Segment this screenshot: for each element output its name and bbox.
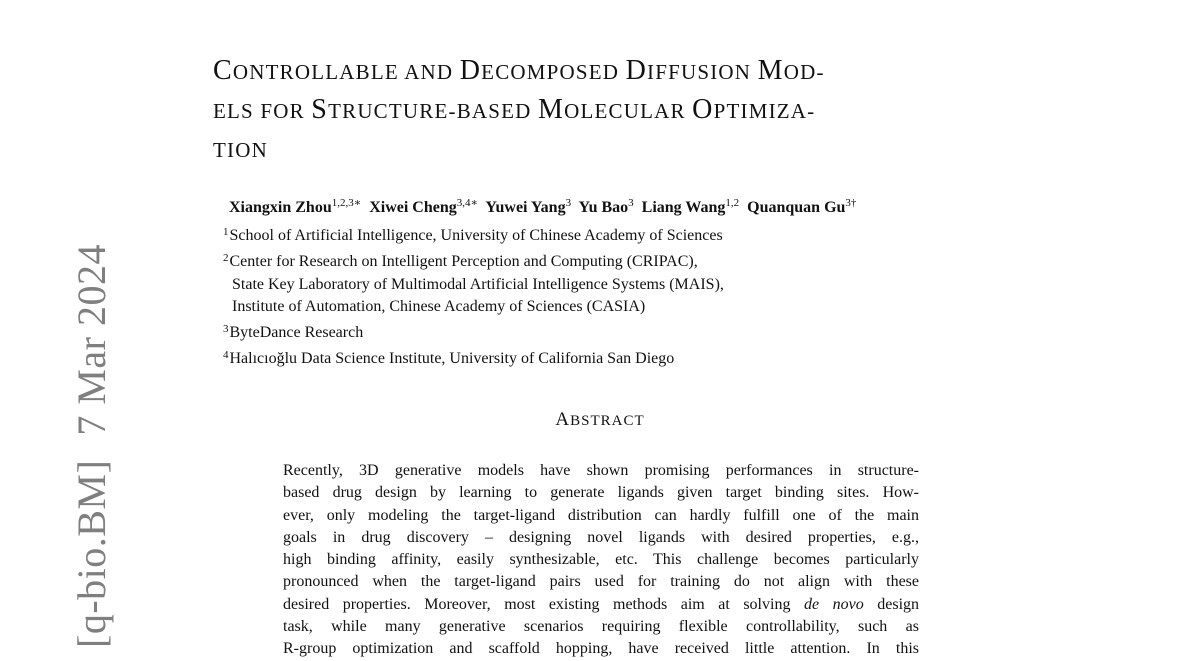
author: Quanquan $Gu^{3\dagger}$: [747, 197, 857, 216]
affiliation: $^1$School of Artificial Intelligence, University of Chinese Academy of Sciences: [223, 226, 723, 244]
arxiv-category: [q-bio.BM]: [69, 459, 114, 648]
abstract-line: R-group optimization and scaffold hopping, have received little attention. In this: [283, 640, 919, 658]
title-line-1: CONTROLLABLE AND DECOMPOSED DIFFUSION MOD-: [213, 55, 825, 86]
author: Yu Bao$^3$: [578, 197, 634, 216]
arxiv-date: 7 Mar 2024: [69, 244, 114, 436]
abstract-line: Recently, 3D generative models have shown promising performances in structure-: [283, 462, 919, 479]
abstract-line: based drug design by learning to generate ligands given target binding sites. How-: [283, 484, 919, 502]
author: Yuwei Yang$^3$: [485, 197, 572, 216]
abstract-line: desired properties. Moreover, most existing methods aim at solving de novo design: [283, 595, 920, 613]
paper-title: [213, 52, 1013, 169]
affiliation: $^4$Halıcıoğlu Data Science Institute, University of California San Diego: [223, 349, 675, 368]
affiliation: $^3$ByteDance Research: [223, 323, 364, 342]
affiliation-continuation: State Key Laboratory of Multimodal Artificial Intelligence Systems (MAIS),: [232, 275, 724, 293]
affiliation-list: [223, 221, 724, 371]
author: Xiangxin Zhou$^{1,2,3∗}$: [229, 197, 362, 216]
abstract-line: ever, only modeling the target-ligand distribution can hardly fulfill one of the main: [283, 506, 919, 524]
author: Xiwei Cheng$^{3,4∗}$: [369, 197, 478, 216]
abstract-heading: ABSTRACT: [555, 409, 645, 430]
arxiv-stamp-text: [69, 244, 114, 648]
abstract-line: task, while many generative scenarios requiring flexible controllability, such as: [283, 618, 919, 636]
author: Liang Wang$^{1,2}$: [641, 197, 740, 216]
abstract-line: pronounced when the target-ligand pairs used for training do not align with these: [283, 573, 919, 591]
affiliation: $^2$Center for Research on Intelligent Perception and Computing (CRIPAC),: [223, 252, 698, 271]
abstract-body: [283, 460, 919, 661]
title-line-3: TION: [213, 138, 268, 162]
arxiv-stamp: [0, 0, 114, 648]
abstract-line: high binding affinity, easily synthesizable, etc. This challenge becomes particularly: [283, 551, 919, 569]
author-list: [229, 196, 860, 217]
affiliation-continuation: Institute of Automation, Chinese Academy of Sciences (CASIA): [232, 297, 646, 315]
title-line-2: ELS FOR STRUCTURE-BASED MOLECULAR OPTIMIZA-: [213, 94, 816, 125]
abstract-line: goals in drug discovery – designing novel ligands with desired properties, e.g.,: [283, 528, 919, 546]
